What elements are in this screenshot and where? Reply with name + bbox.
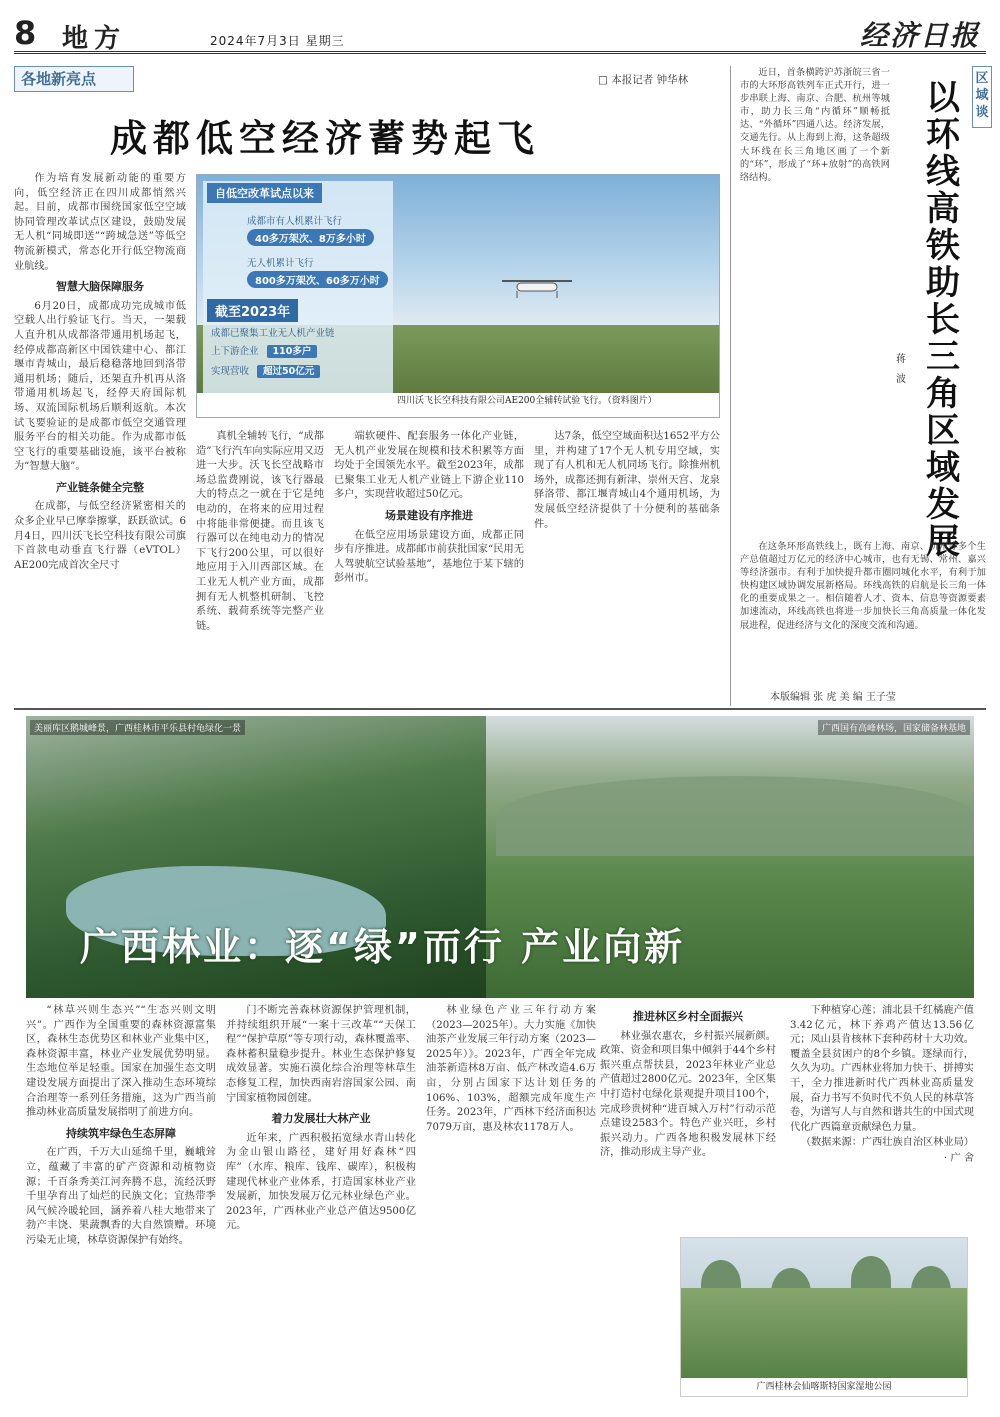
article-column-4 — [600, 1004, 776, 1232]
subheading: 场景建设有序推进 — [385, 508, 473, 522]
infographic — [196, 174, 720, 418]
lead-paragraph: 作为培育发展新动能的重要方向，低空经济正在四川成都悄然兴起。目前，成都市围绕国家低空空域协同管理改革试点区建设，鼓励发展无人机“同城即送”“跨城急送”等低空物流新模式，常态化开行低空物流商业航线。 — [14, 173, 186, 272]
column-tag: 各地新亮点 — [14, 66, 134, 92]
stat-value: 40多万架次、8万多小时 — [247, 229, 374, 246]
column-divider — [730, 66, 731, 706]
newspaper-logo: 经济日报 — [859, 19, 980, 52]
section-divider — [14, 708, 986, 710]
sidebar-headline: 以环线高铁助长三角区域发展 — [926, 78, 960, 562]
paragraph: 在这条环形高铁线上，既有上海、南京、杭州等多个生产总值超过万亿元的经济中心城市，也有无锡、常州、嘉兴等经济强市。有利于加快提升都市圈同城化水平，有利于加快构建区域协调发展新格局。环线高铁的启航是长三角一体化的重要成果之一。相信随着人才、资本、信息等资源要素加速流动，环线高铁也将进一步加快长三角高质量一体化发展进程，促进经济与文化的深度交流和沟通。 — [740, 541, 986, 631]
photo-caption: 广西国有高峰林场，国家储备林基地 — [818, 720, 970, 735]
stat-row — [211, 343, 317, 357]
paragraph: 下种植穿心莲；浦北县千红橘鹿产值3.42亿元，林下养鸡产值达13.56亿元；凤山县肯核林下套种药材十大功效。覆盖全县贫困户的8个乡镇。逐绿而行，久久为功。广西林业将加力快干、拼搏实干，全力推进新时代广西林业高质量发展，奋力书写不负时代不负人民的林草答卷，为谱写人与自然和谐共生的中国式现代化广西篇章贡献绿色力量。 — [790, 1005, 974, 1133]
article-column-1 — [14, 172, 186, 702]
subheading: 推进林区乡村全面振兴 — [633, 1010, 743, 1023]
article-column-5 — [790, 1004, 974, 1232]
year-label: 截至2023年 — [207, 299, 298, 322]
stat-block — [247, 255, 388, 288]
sidebar-column-1 — [740, 66, 890, 536]
paragraph: 达7条，低空空域面积达1652平方公里，并构建了17个无人机专用空域，实现了有人机和无人机同场飞行。除推州机场外，成都还拥有新津、崇州天宫、龙泉驿洛带、都江堰青城山4个通用机场，为发展低空经济提供了十分便利的基础条件。 — [534, 431, 720, 530]
article-column-2 — [226, 1004, 416, 1404]
article-column-4 — [534, 430, 720, 702]
stat-value: 110多户 — [267, 345, 318, 358]
subheading: 着力发展壮大林产业 — [271, 1112, 371, 1126]
issue-date: 2024年7月3日 星期三 — [210, 34, 345, 48]
landscape-photo-banner — [26, 716, 974, 998]
article-headline: 成都低空经济蓄势起飞 — [110, 117, 540, 160]
paragraph: “林草兴则生态兴”“生态兴则文明兴”。广西作为全国重要的森林资源富集区，森林生态优势区和林业产业集中区，森林资源丰富，林业产业发展优势明显。生态地位举足轻重。国家在加强生态文明建设发展方面提出了深入推动生态环境综合治理等一系列任务措施，这为广西当前推动林业高质量发展指明了前进方向。 — [26, 1005, 216, 1119]
stat-row — [211, 363, 320, 377]
paragraph: 林业强农惠农，乡村振兴展新颜。政策、资金和项目集中倾斜于44个乡村振兴重点帮扶县，2023年林业产业总产值超过2800亿元。2023年，全区集中打造村屯绿化景观提升项目100个，完成珍贵树种“进百城入万村”行动示范点建设2583个。特色产业兴旺，乡村振兴动力。广西各地积极发展林下经济，推动形成主导产业。 — [600, 1030, 776, 1159]
paragraph: 端软硬件、配套服务一体化产业链，无人机产业发展在规模和技术积累等方面均处于全国领先水平。截至2023年，成都已聚集工业无人机产业链上下游企业110多户，实现营收超过50亿元。 — [334, 431, 524, 501]
subheading: 持续筑牢绿色生态屏障 — [66, 1126, 176, 1140]
article-column-2 — [196, 430, 324, 702]
photo-caption: 四川沃飞长空科技有限公司AE200全辅转试验飞行。（资料图片） — [197, 393, 719, 417]
stat-label: 实现营收 — [211, 366, 250, 377]
paragraph: 在广西，千万大山延绵千里，巍峨耸立，蕴藏了丰富的矿产资源和动植物资源；千百条秀美江河奔腾不息，流经沃野千里孕育出了灿烂的民族文化；宜热带季风气候冷暖轮回，涵养着八桂大地带来了勃产丰饶、果蔬飘香的大自然馈赠。环境污染无止境，林草资源保护有始终。 — [26, 1147, 216, 1246]
evtol-aircraft-icon — [497, 271, 577, 301]
paragraph: 门不断完善森林资源保护管理机制，并持续组织开展“一案十三改革”“天保工程”“保护草原”等专项行动，森林覆盖率、森林蓄积量稳步提升。林业生态保护修复成效显著。实施石漠化综合治理等林草生态修复工程，加快西南岩溶国家公园、南宁国家植物园创建。 — [226, 1005, 416, 1104]
byline: □ 本报记者 钟华林 — [598, 74, 689, 86]
data-source: （数据来源：广西壮族自治区林业局） — [800, 1137, 974, 1149]
paragraph: 在低空应用场景建设方面，成都正同步有序推进。成都邮市前获批国家“民用无人驾驶航空试验基地”，基地位于某下辖的彭州市。 — [334, 529, 524, 585]
stat-block — [247, 213, 374, 246]
article-column-1 — [26, 1004, 216, 1404]
sidebar-author: 蒋 波 — [896, 354, 906, 385]
article-headline: 广西林业：逐“绿”而行 产业向新 — [80, 925, 686, 969]
section-name: 地方 — [62, 24, 127, 54]
subheading: 产业链条健全完整 — [56, 480, 144, 494]
sidebar-tag: 区域谈 — [972, 66, 992, 128]
row-title: 成都已聚集工业无人机产业链 — [211, 328, 335, 339]
stat-label: 成都市有人机累计飞行 — [247, 216, 343, 227]
article-column-3 — [334, 430, 524, 702]
masthead — [14, 14, 986, 54]
paragraph: 在成都，与低空经济紧密相关的众多企业早已摩拳擦掌，跃跃欲试。6月4日，四川沃飞长空科技有限公司旗下首款电动垂直飞行器（eVTOL）AE200完成首次全尺寸 — [14, 501, 186, 571]
infographic-title: 自低空改革试点以来 — [207, 183, 322, 203]
paragraph: 近日，首条横跨沪苏浙皖三省一市的大环形高铁列车正式开行，进一步串联上海、南京、合肥、杭州等城市，助力长三角“内循环”顺畅抵达、“外循环”四通八达。经济发展，交通先行。从上海到上海，这条超级大环线在长三角地区画了一个新的“环”，形成了“环+放射”的高铁网络结构。 — [740, 67, 890, 183]
wetland-park-photo — [680, 1237, 968, 1397]
photo-caption: 广西桂林会仙喀斯特国家湿地公园 — [681, 1378, 967, 1396]
author-sign: · 广 舍 — [943, 1152, 974, 1164]
photo-caption: 美丽库区鹅城峰景，广西桂林市平乐县村龟绿化一景 — [30, 720, 245, 735]
stat-value: 超过50亿元 — [257, 365, 320, 378]
stat-label: 上下游企业 — [211, 346, 259, 357]
sidebar-column-2 — [740, 540, 986, 680]
paragraph: 6月20日，成都成功完成城市低空载人出行验证飞行。当天，一架载人直升机从成都洛带通用机场起飞，经停成都高新区中国铁建中心、都江堰市青城山，最后稳稳落地回到洛带通用机场；随后，还架直升机再从洛带通用机场起飞，经停天府国际机场、双流国际机场后顺利返航。本次试飞要验证的是成都市低空交通管理服务平台的相关功能。作为成都市低空飞行的重要基础设施，该平台被称为“智慧大脑”。 — [14, 300, 186, 473]
stat-value: 800多万架次、60多万小时 — [247, 271, 388, 288]
page-number: 8 — [14, 14, 37, 52]
editor-credits: 本版编辑 张 虎 美 编 王子莹 — [770, 692, 896, 703]
paragraph: 林业绿色产业三年行动方案（2023—2025年）。大力实施《加快油茶产业发展三年行动方案（2023—2025年）》。2023年，广西全年完成油茶新造林8万亩、低产林改造4.6万亩，分别占国家下达计划任务的106%、103%，超额完成年度生产任务。2023年，广西林下经济面积达7079万亩，惠及林农1178万人。 — [426, 1005, 596, 1133]
stat-label: 无人机累计飞行 — [247, 258, 314, 269]
paragraph: 近年来，广西积极拓宽绿水青山转化为金山银山路径，建好用好森林“四库”（水库、粮库、钱库、碳库），积极构建现代林业产业体系，打造国家林业产业发展新，加快发展万亿元林业绿色产业。2023年，广西林业产业总产值达9500亿元。 — [226, 1132, 416, 1232]
article-column-3 — [426, 1004, 596, 1404]
subheading: 智慧大脑保障服务 — [56, 280, 144, 294]
paragraph: 真机全辅转飞行，“成都造”飞行汽车向实际应用又迈进一大步。沃飞长空战略市场总监费刚说，该飞行器最大的特点之一就在于它是纯电动的，在将来的应用过程中将能非常便捷。而且该飞行器可以在纯电动力的情况下飞行200公里，可以很好地应用于入川西部区域。在工业无人机产业方面，成都拥有无人机整机研制、飞控系统、载荷系统等完整产业链。 — [196, 431, 324, 632]
